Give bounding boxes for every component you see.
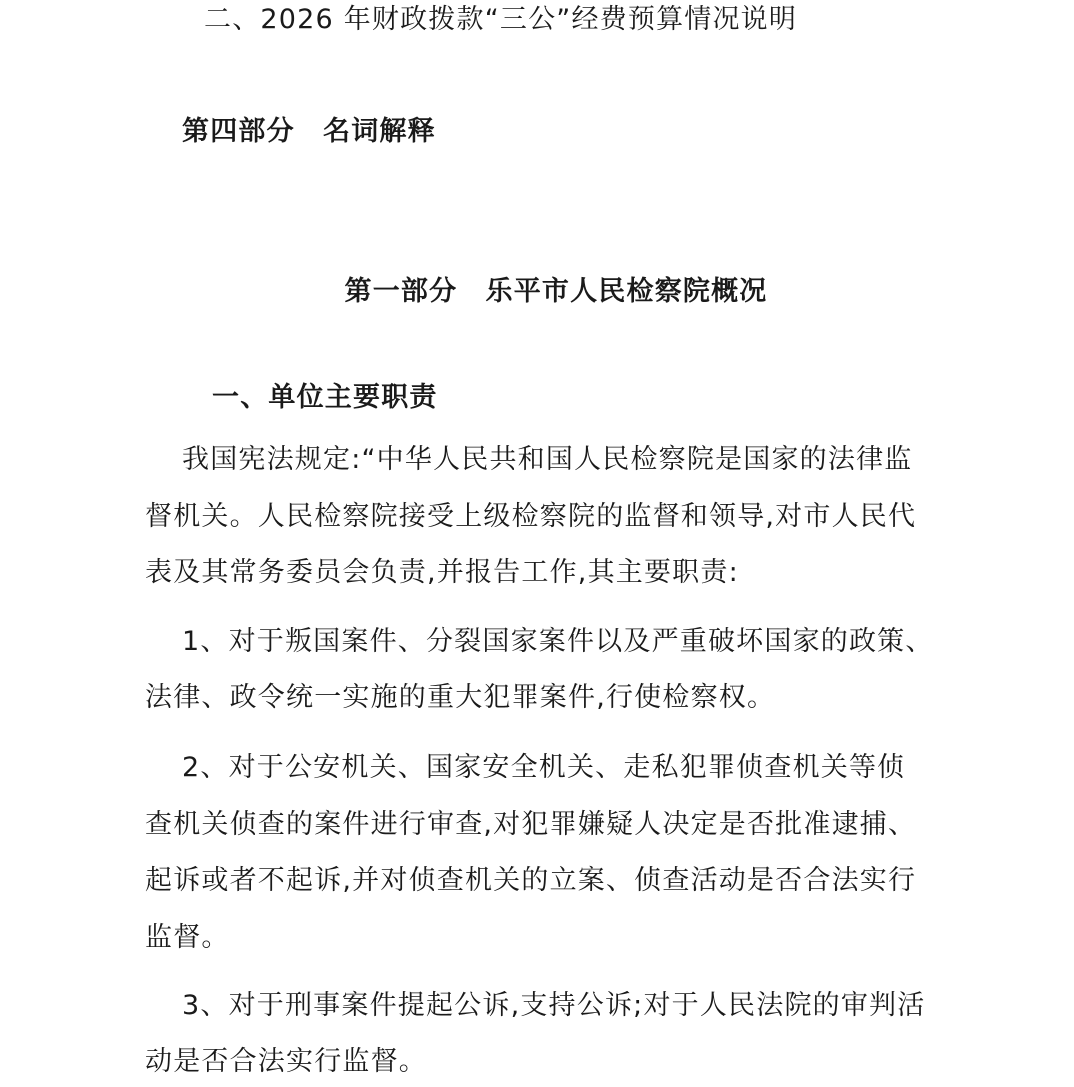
item3-line: 动是否合法实行监督。 xyxy=(145,1046,427,1077)
item2-line: 起诉或者不起诉,并对侦查机关的立案、侦查活动是否合法实行 xyxy=(145,865,917,896)
toc-item: 二、2026 年财政拨款“三公”经费预算情况说明 xyxy=(204,4,798,35)
paragraph-line: 表及其常务委员会负责,并报告工作,其主要职责: xyxy=(145,557,739,588)
item2-line: 2、对于公安机关、国家安全机关、走私犯罪侦查机关等侦 xyxy=(182,752,906,783)
paragraph-line: 我国宪法规定:“中华人民共和国人民检察院是国家的法律监 xyxy=(182,444,913,475)
part4-heading: 第四部分 名词解释 xyxy=(182,116,436,147)
item1-line: 法律、政令统一实施的重大犯罪案件,行使检察权。 xyxy=(145,682,776,713)
paragraph-line: 督机关。人民检察院接受上级检察院的监督和领导,对市人民代 xyxy=(145,501,917,532)
item1-line: 1、对于叛国案件、分裂国家案件以及严重破坏国家的政策、 xyxy=(182,626,934,657)
item3-line: 3、对于刑事案件提起公诉,支持公诉;对于人民法院的审判活 xyxy=(182,990,926,1021)
part1-heading: 第一部分 乐平市人民检察院概况 xyxy=(344,276,768,307)
item2-line: 查机关侦查的案件进行审查,对犯罪嫌疑人决定是否批准逮捕、 xyxy=(145,809,917,840)
section1-heading: 一、单位主要职责 xyxy=(212,382,438,413)
item2-line: 监督。 xyxy=(145,922,230,953)
